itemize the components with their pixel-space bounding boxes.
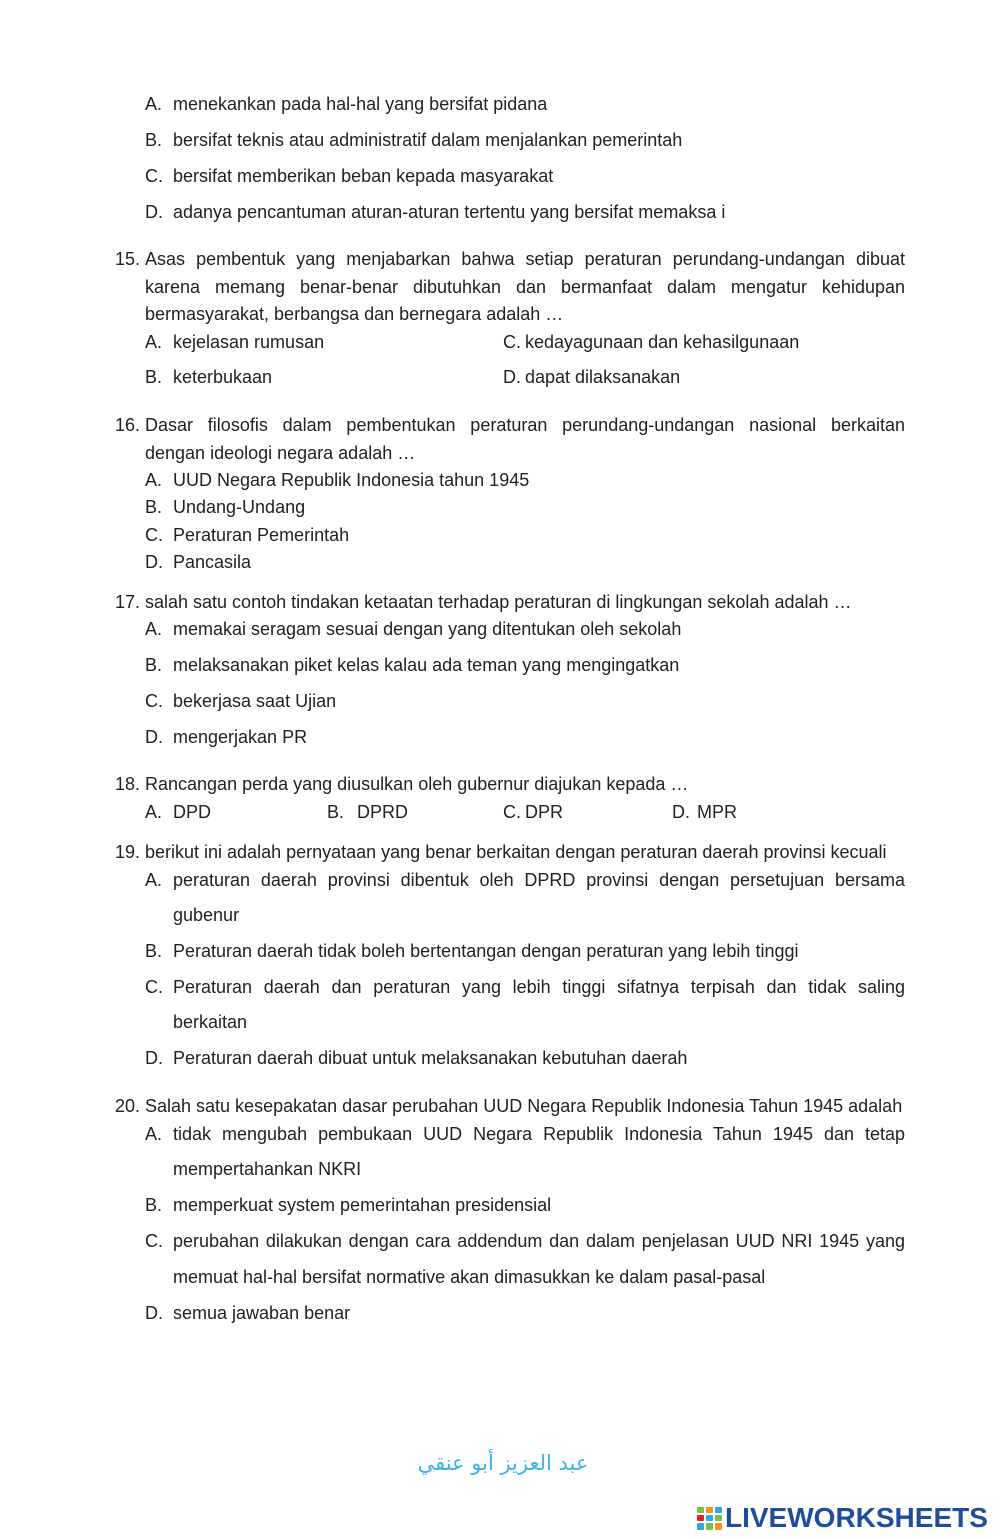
option-text: melaksanakan piket kelas kalau ada teman yang mengingatkan bbox=[173, 655, 680, 675]
option-letter: B. bbox=[145, 367, 163, 387]
option-text: menekankan pada hal-hal yang bersifat pidana bbox=[173, 94, 548, 114]
question-15-option-c[interactable] bbox=[503, 330, 903, 354]
question-stem-line: Asas pembentuk yang menjabarkan bahwa setiap peraturan perundang-undangan dibuat bbox=[145, 249, 905, 269]
question-15-option-d[interactable] bbox=[503, 365, 903, 389]
option-text-line: berkaitan bbox=[173, 1012, 248, 1032]
question-18-option-a[interactable] bbox=[145, 800, 315, 824]
question-stem-line: berikut ini adalah pernyataan yang benar berkaitan dengan peraturan daerah provinsi kecuali bbox=[145, 842, 887, 862]
option-letter: B. bbox=[145, 655, 163, 675]
question-19-option-d[interactable] bbox=[145, 1046, 905, 1070]
option-letter: C. bbox=[503, 802, 521, 822]
question-18-option-c[interactable] bbox=[503, 800, 663, 824]
question-number: 18. bbox=[115, 774, 141, 794]
option-letter: D. bbox=[145, 727, 163, 747]
option-letter: D. bbox=[145, 202, 163, 222]
option-text: kejelasan rumusan bbox=[173, 332, 325, 352]
question-18-option-b[interactable] bbox=[327, 800, 497, 824]
liveworksheets-logo-text: LIVEWORKSHEETS bbox=[725, 1502, 988, 1533]
question-17-option-d[interactable] bbox=[145, 725, 905, 749]
option-text: DPRD bbox=[357, 802, 409, 822]
option-text: UUD Negara Republik Indonesia tahun 1945 bbox=[173, 470, 530, 490]
question-16-option-a[interactable] bbox=[145, 468, 905, 492]
option-text: DPD bbox=[173, 802, 212, 822]
option-text-line: peraturan daerah provinsi dibentuk oleh DPRD provinsi dengan persetujuan bersama bbox=[173, 870, 905, 890]
option-text: Undang-Undang bbox=[173, 497, 306, 517]
question-19-option-b[interactable] bbox=[145, 939, 905, 963]
option-text: memakai seragam sesuai dengan yang ditentukan oleh sekolah bbox=[173, 619, 682, 639]
option-letter: D. bbox=[503, 367, 521, 387]
question-number: 20. bbox=[115, 1096, 141, 1116]
continued-option-b[interactable] bbox=[145, 128, 905, 152]
liveworksheets-icon bbox=[697, 1507, 722, 1530]
question-16-option-d[interactable] bbox=[145, 550, 905, 574]
question-number: 19. bbox=[115, 842, 141, 862]
question-20-option-a[interactable] bbox=[145, 1122, 905, 1182]
option-letter: A. bbox=[145, 870, 163, 890]
question-stem-line: bermasyarakat, berbangsa dan bernegara adalah … bbox=[145, 304, 564, 324]
question-stem-line: Rancangan perda yang diusulkan oleh gubernur diajukan kepada … bbox=[145, 774, 689, 794]
option-letter: B. bbox=[145, 1195, 163, 1215]
option-text: DPR bbox=[525, 802, 564, 822]
option-letter: D. bbox=[145, 1303, 163, 1323]
option-text-line: Peraturan daerah dan peraturan yang lebih tinggi sifatnya terpisah dan tidak saling bbox=[173, 977, 905, 997]
option-letter: B. bbox=[327, 802, 345, 822]
option-text-line: mempertahankan NKRI bbox=[173, 1159, 362, 1179]
option-text: Peraturan Pemerintah bbox=[173, 525, 350, 545]
question-20-option-d[interactable] bbox=[145, 1301, 905, 1325]
option-letter: B. bbox=[145, 130, 163, 150]
option-letter: C. bbox=[145, 525, 163, 545]
question-stem-line: karena memang benar-benar dibutuhkan dan bermanfaat dalam mengatur kehidupan bbox=[145, 277, 905, 297]
question-17-option-c[interactable] bbox=[145, 689, 905, 713]
option-letter: C. bbox=[145, 166, 163, 186]
question-number: 17. bbox=[115, 592, 141, 612]
author-signature: عبد العزيز أبو عنقي bbox=[417, 1451, 589, 1475]
option-letter: A. bbox=[145, 332, 163, 352]
option-text: dapat dilaksanakan bbox=[525, 367, 681, 387]
option-text: semua jawaban benar bbox=[173, 1303, 351, 1323]
option-text: kedayagunaan dan kehasilgunaan bbox=[525, 332, 800, 352]
option-text: bersifat memberikan beban kepada masyarakat bbox=[173, 166, 554, 186]
option-letter: A. bbox=[145, 802, 163, 822]
continued-option-c[interactable] bbox=[145, 164, 905, 188]
question-stem-line: Dasar filosofis dalam pembentukan peraturan perundang-undangan nasional berkaitan bbox=[145, 415, 905, 435]
question-number: 15. bbox=[115, 249, 141, 269]
option-text: mengerjakan PR bbox=[173, 727, 308, 747]
option-letter: C. bbox=[145, 691, 163, 711]
option-text: adanya pencantuman aturan-aturan tertentu yang bersifat memaksa i bbox=[173, 202, 726, 222]
option-letter: A. bbox=[145, 470, 163, 490]
option-letter: B. bbox=[145, 941, 163, 961]
question-18-option-d[interactable] bbox=[672, 800, 832, 824]
option-letter: D. bbox=[145, 1048, 163, 1068]
liveworksheets-logo bbox=[697, 1503, 993, 1533]
continued-option-d[interactable] bbox=[145, 200, 905, 224]
option-text-line: perubahan dilakukan dengan cara addendum dan dalam penjelasan UUD NRI 1945 yang bbox=[173, 1231, 905, 1251]
option-letter: A. bbox=[145, 1124, 163, 1144]
option-text: Peraturan daerah dibuat untuk melaksanakan kebutuhan daerah bbox=[173, 1048, 688, 1068]
question-number: 16. bbox=[115, 415, 141, 435]
continued-option-a[interactable] bbox=[145, 92, 905, 116]
question-stem-line: salah satu contoh tindakan ketaatan terhadap peraturan di lingkungan sekolah adalah … bbox=[145, 592, 852, 612]
option-letter: C. bbox=[145, 977, 163, 997]
option-text: memperkuat system pemerintahan presidensial bbox=[173, 1195, 552, 1215]
question-stem-line: dengan ideologi negara adalah … bbox=[145, 443, 416, 463]
option-text: keterbukaan bbox=[173, 367, 273, 387]
question-17-option-a[interactable] bbox=[145, 617, 905, 641]
option-letter: C. bbox=[503, 332, 521, 352]
question-16-option-b[interactable] bbox=[145, 495, 905, 519]
question-17-option-b[interactable] bbox=[145, 653, 905, 677]
option-letter: D. bbox=[672, 802, 690, 822]
option-text: bekerjasa saat Ujian bbox=[173, 691, 337, 711]
option-letter: A. bbox=[145, 619, 163, 639]
question-20-option-c[interactable] bbox=[145, 1229, 905, 1289]
question-19-option-c[interactable] bbox=[145, 975, 905, 1035]
option-text-line: tidak mengubah pembukaan UUD Negara Republik Indonesia Tahun 1945 dan tetap bbox=[173, 1124, 905, 1144]
question-19-option-a[interactable] bbox=[145, 868, 905, 928]
option-text-line: memuat hal-hal bersifat normative akan dimasukkan ke dalam pasal-pasal bbox=[173, 1267, 766, 1287]
option-text-line: gubenur bbox=[173, 905, 240, 925]
option-text: bersifat teknis atau administratif dalam menjalankan pemerintah bbox=[173, 130, 683, 150]
option-text: Pancasila bbox=[173, 552, 252, 572]
option-letter: A. bbox=[145, 94, 163, 114]
option-text: MPR bbox=[697, 802, 737, 822]
option-letter: B. bbox=[145, 497, 163, 517]
question-stem-line: Salah satu kesepakatan dasar perubahan UUD Negara Republik Indonesia Tahun 1945 adalah bbox=[145, 1096, 903, 1116]
option-text: Peraturan daerah tidak boleh bertentangan dengan peraturan yang lebih tinggi bbox=[173, 941, 799, 961]
question-16-option-c[interactable] bbox=[145, 523, 905, 547]
question-20-option-b[interactable] bbox=[145, 1193, 905, 1217]
option-letter: D. bbox=[145, 552, 163, 572]
option-letter: C. bbox=[145, 1231, 163, 1251]
